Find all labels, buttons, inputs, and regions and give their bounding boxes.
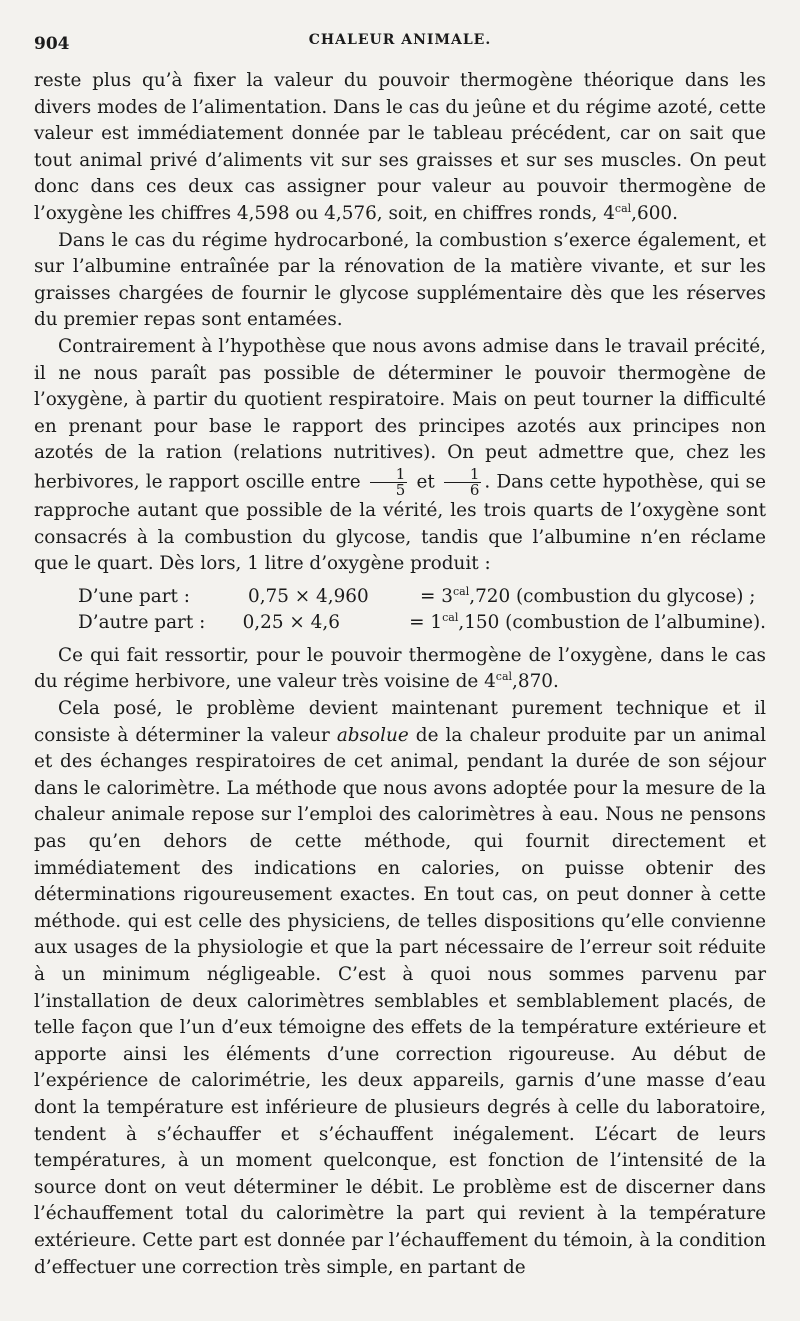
equation-line: D’autre part : 0,25 × 4,6 = $1^{cal},150$ (combustion de l’albumine). [78, 611, 766, 634]
fraction-one-sixth: $\frac{1}{6}$ [444, 467, 482, 498]
equation-block [34, 584, 766, 637]
paragraph-2: Dans le cas du régime hydrocarboné, la combustion s’exerce également, et sur l’albumine entraînée par la rénovation de la matière vivante, et sur les graisses chargées de fournir le glycose supplémentaire dès que les réserves du premier repas sont entamées. [34, 229, 766, 331]
paragraph-4: Ce qui fait ressortir, pour le pouvoir thermogène de l’oxygène, dans le cas du régime herbivore, une valeur très voisine de $4^{cal},870$. [34, 644, 766, 693]
page-number: 904 [34, 34, 70, 54]
paragraph-3: Contrairement à l’hypothèse que nous avons admise dans le travail précité, il ne nous paraît pas possible de déterminer le pouvoir thermogène de l’oxygène, à partir du quotient respiratoire. Mais on peut tourner la difficulté en prenant pour base le rapport des principes azotés aux principes non azotés de la ration (relations nutritives). On peut admettre que, chez les herbivores, le rapport oscille entre $\frac{1}{5}$ et $\frac{1}{6}$ . Dans cette hypothèse, qui se rapproche autant que possible de la vérité, les trois quarts de l’oxygène sont consacrés à la combustion du glycose, tandis que l’albumine n’en réclame que le quart. Dès lors, 1 litre d’oxygène produit : [34, 335, 766, 575]
page-header [34, 26, 766, 60]
paragraph-5: Cela posé, le problème devient maintenant purement technique et il consiste à déterminer la valeur absolue de la chaleur produite par un animal et des échanges respiratoires de cet animal, pendant la durée de son séjour dans le calorimètre. La méthode que nous avons adoptée pour la mesure de la chaleur animale repose sur l’emploi des calorimètres à eau. Nous ne pensons pas qu’en dehors de cette méthode, qui fournit directement et immédiatement des indications en calories, on puisse obtenir des déterminations rigoureusement exactes. En tout cas, on peut donner à cette méthode. qui est celle des physiciens, de telles dispositions qu’elle convienne aux usages de la physiologie et que la part nécessaire de l’erreur soit réduite à un minimum négligeable. C’est à quoi nous sommes parvenu par l’installation de deux calorimètres semblables et semblablement placés, de telle façon que l’un d’eux témoigne des effets de la température extérieure et apporte ainsi les éléments d’une correction rigoureuse. Au début de l’expérience de calorimétrie, les deux appareils, garnis d’une masse d’eau dont la température est inférieure de plusieurs degrés à celle du laboratoire, tendent à s’échauffer et s’échauffent inégalement. L’écart de leurs températures, à un moment quelconque, est fonction de l’intensité de la source dont on veut déterminer le débit. Le problème est de discerner dans l’échauffement total du calorimètre la part qui revient à la température extérieure. Cette part est donnée par l’échauffement du témoin, à la condition d’effectuer une correction très simple, en partant de [34, 698, 766, 1278]
emphasis: absolue [336, 724, 409, 746]
fraction-one-fifth: $\frac{1}{5}$ [370, 467, 408, 498]
paragraph-1: reste plus qu’à fixer la valeur du pouvoir thermogène théorique dans les divers modes de l’alimentation. Dans le cas du jeûne et du régime azoté, cette valeur est immédiatement donnée par le tableau précédent, car on sait que tout animal privé d’aliments vit sur ses graisses et sur ses muscles. On peut donc dans ces deux cas assigner pour valeur au pouvoir thermogène de l’oxygène les chiffres 4,598 ou 4,576, soit, en chiffres ronds, $4^{cal},600$. [34, 70, 766, 224]
superscript-cal: cal [614, 201, 632, 215]
body-text [34, 68, 766, 1281]
running-title: CHALEUR ANIMALE. [308, 32, 492, 48]
equation-line: D’une part : 0,75 × 4,960 = $3^{cal},720$ (combustion du glycose) ; [78, 584, 756, 607]
